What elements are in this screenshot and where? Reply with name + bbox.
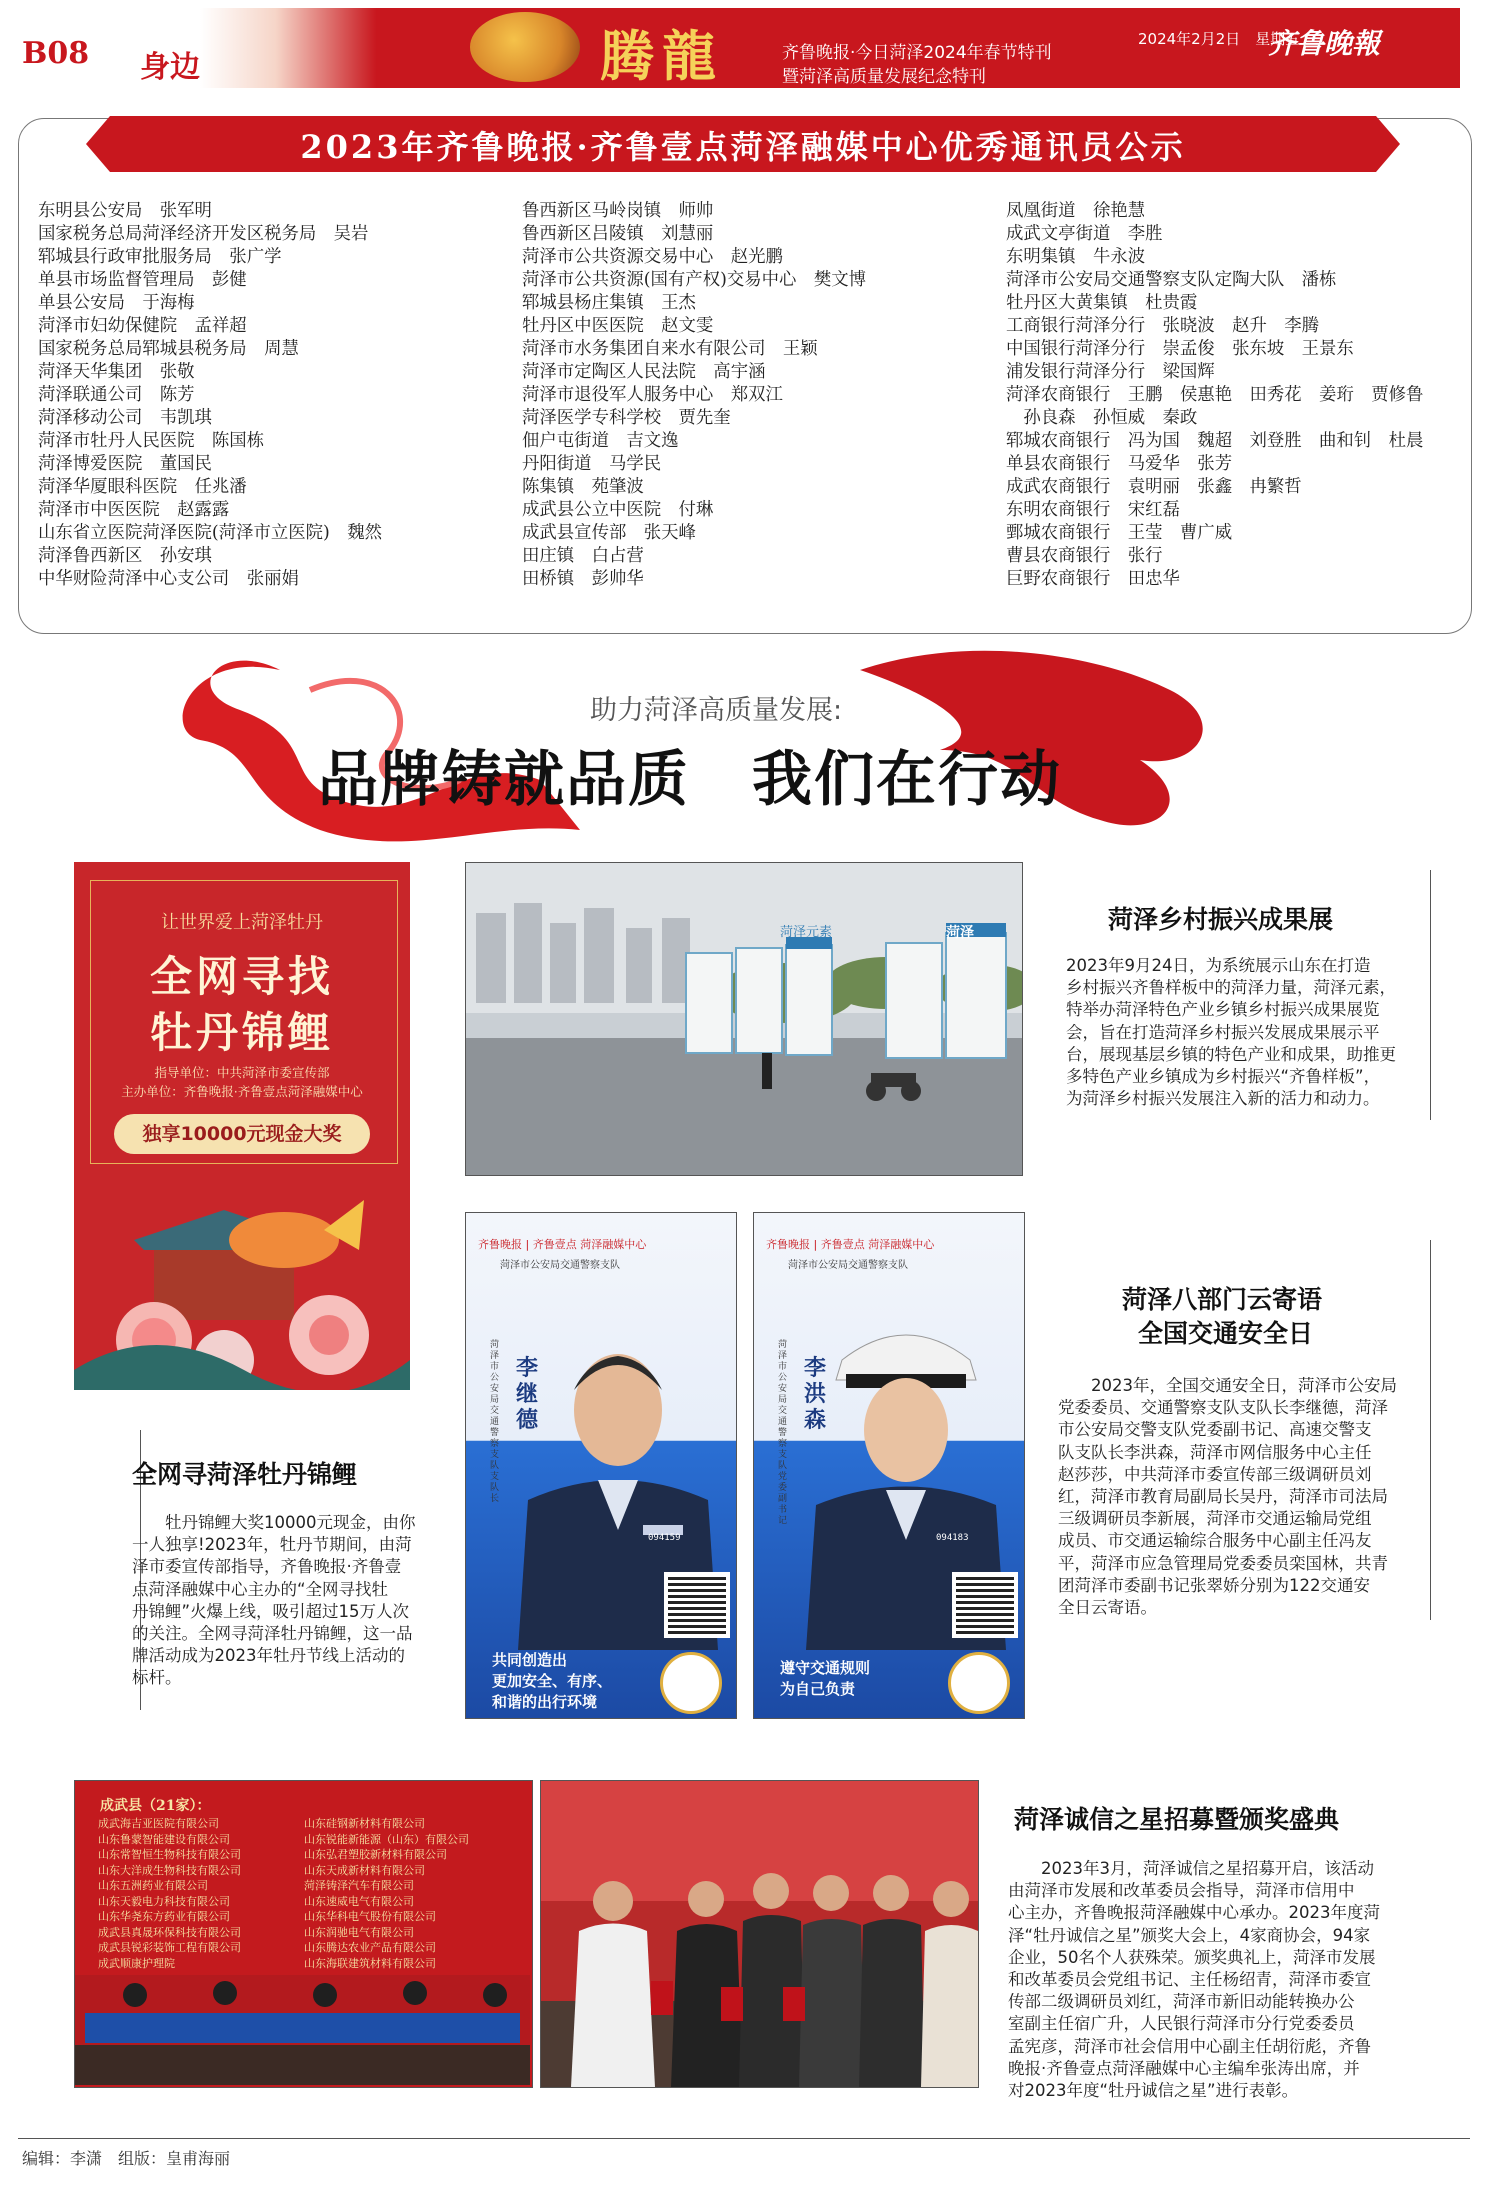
correspondent-entry: 凤凰街道 徐艳慧	[1006, 201, 1146, 221]
correspondent-list-col3	[1006, 200, 1423, 591]
officer-title-left: 菏泽市公安局交通警察支队支队长	[490, 1340, 500, 1504]
campaign-subtitle: 助力菏泽高质量发展:	[590, 695, 843, 726]
honor-board-company: 山东天毅电力科技有限公司	[98, 1894, 230, 1908]
qr-code-right	[952, 1572, 1018, 1638]
correspondent-entry: 单县公安局 于海梅	[38, 293, 195, 313]
honor-board-title: 成武县（21家）：	[100, 1798, 211, 1814]
correspondent-entry: 郓城县杨庄集镇 王杰	[522, 293, 696, 313]
traffic-story-body: 2023年，全国交通安全日，菏泽市公安局 党委委员、交通警察支队支队长李继德，菏泽 市公安局交警支队党委副书记、高速交警支 队支队长李洪森，菏泽市网信服务中心主任 赵莎莎，中共菏泽市委宣传部三级调研员刘 红，菏泽市教育局副局长吴丹，菏泽市司法局 三级调研员李新展，菏泽市交通运输局党组 成员、市交通运输综合服务中心副主任冯友 平，菏泽市应急管理局党委委员栾国林，共青 团菏泽市委副书记张翠娇分别为122交通安 全日云寄语。	[1058, 1376, 1397, 1618]
correspondent-entry: 曹县农商银行 张行	[1006, 546, 1163, 566]
honor-board-company: 山东润驰电气有限公司	[304, 1925, 414, 1939]
correspondent-entry: 佃户屯街道 吉文逸	[522, 431, 679, 451]
correspondent-entry: 鲁西新区马岭岗镇 师帅	[522, 201, 714, 221]
correspondent-entry: 丹阳街道 马学民	[522, 454, 662, 474]
honor-board-company: 山东五洲药业有限公司	[98, 1879, 208, 1892]
festival-title: 腾龍	[600, 24, 724, 88]
correspondent-entry: 菏泽医学专科学校 贾先奎	[522, 408, 731, 428]
koi-peony-illustration	[74, 1170, 410, 1390]
correspondent-list-col1	[38, 200, 382, 591]
correspondent-entry: 菏泽市中医医院 赵露露	[38, 500, 230, 520]
poster-host-unit: 主办单位：齐鲁晚报·齐鲁壹点菏泽融媒中心	[121, 1084, 363, 1099]
correspondent-entry: 单县市场监督管理局 彭健	[38, 270, 247, 290]
correspondent-entry: 工商银行菏泽分行 张晓波 赵升 李腾	[1006, 316, 1320, 336]
correspondent-entry: 田庄镇 白占营	[522, 546, 644, 566]
honor-board-company: 山东鲁蒙智能建设有限公司	[98, 1832, 230, 1846]
correspondent-entry: 菏泽博爱医院 董国民	[38, 454, 212, 474]
poster-prize-badge: 独享10000元现金大奖	[114, 1114, 370, 1154]
honor-board-company: 成武县锐彩装饰工程有限公司	[98, 1941, 241, 1954]
correspondent-entry: 郓城农商银行 冯为国 魏超 刘登胜 曲和钊 杜晨	[1006, 431, 1424, 451]
edition-title: 齐鲁晚报·今日菏泽2024年春节特刊	[782, 43, 1052, 63]
correspondent-entry: 菏泽市妇幼保健院 孟祥超	[38, 316, 247, 336]
poster-slogan: 让世界爱上菏泽牡丹	[161, 912, 323, 933]
poster-right-unit: 菏泽市公安局交通警察支队	[788, 1260, 908, 1271]
correspondent-entry: 菏泽市退役军人服务中心 郑双江	[522, 385, 783, 405]
correspondent-entry: 菏泽鲁西新区 孙安琪	[38, 546, 212, 566]
honor-board-company: 山东常智恒生物科技有限公司	[98, 1848, 241, 1861]
correspondent-list-col2	[522, 200, 866, 591]
correspondent-entry: 菏泽市牡丹人民医院 陈国栋	[38, 431, 265, 451]
correspondent-entry: 浦发银行菏泽分行 梁国辉	[1006, 362, 1215, 382]
badge-number-left: 094159	[648, 1533, 681, 1543]
correspondent-entry: 巨野农商银行 田忠华	[1006, 569, 1180, 589]
poster-guide-unit: 指导单位：中共菏泽市委宣传部	[154, 1065, 330, 1080]
campaign-logo-left	[660, 1652, 722, 1714]
poster-right-header: 齐鲁晚报 | 齐鲁壹点 菏泽融媒中心	[766, 1238, 935, 1251]
dragon-icon	[470, 12, 580, 82]
koi-story-title: 全网寻菏泽牡丹锦鲤	[132, 1460, 358, 1489]
correspondent-entry: 成武县宣传部 张天峰	[522, 523, 696, 543]
officer-name-left: 李继德	[516, 1355, 539, 1433]
poster-headline-1: 全网寻找	[149, 952, 334, 1001]
poster-right-slogan: 遵守交通规则 为自己负责	[780, 1659, 871, 1698]
rural-story-title: 菏泽乡村振兴成果展	[1108, 905, 1334, 934]
correspondent-entry: 孙良森 孙恒威 秦政	[1006, 408, 1198, 428]
poster-left-unit: 菏泽市公安局交通警察支队	[500, 1260, 620, 1271]
honor-board-company: 山东华尧东方药业有限公司	[98, 1910, 230, 1923]
rural-exhibition-photo	[465, 862, 1023, 1176]
correspondent-entry: 国家税务总局郓城县税务局 周慧	[38, 339, 299, 359]
correspondent-entry: 成武县公立中医院 付琳	[522, 500, 714, 520]
correspondent-entry: 东明集镇 牛永波	[1006, 247, 1146, 267]
page-number: B08	[22, 36, 90, 71]
honor-board-company: 成武海吉亚医院有限公司	[98, 1817, 219, 1830]
newspaper-logo: 齐鲁晚報	[1268, 27, 1381, 60]
correspondent-entry: 菏泽移动公司 韦凯琪	[38, 408, 212, 428]
correspondent-entry: 成武农商银行 袁明丽 张鑫 冉繁哲	[1006, 477, 1302, 497]
honor-board-company: 成武县真晟环保科技有限公司	[98, 1925, 241, 1939]
poster-left-slogan: 共同创造出 更加安全、有序、 和谐的出行环境	[492, 1651, 613, 1711]
correspondent-entry: 鄄城农商银行 王莹 曹广威	[1006, 523, 1233, 543]
honor-board-company: 山东华科电气股份有限公司	[304, 1910, 436, 1923]
honor-board-right-list	[304, 1816, 469, 1971]
footer-rule	[18, 2138, 1470, 2139]
honor-board-company: 山东锐能新能源（山东）有限公司	[304, 1832, 469, 1846]
honor-board-company: 山东速威电气有限公司	[304, 1894, 414, 1908]
honor-board-company: 山东大洋成生物科技有限公司	[98, 1863, 241, 1877]
correspondent-entry: 菏泽市公共资源交易中心 赵光鹏	[522, 247, 783, 267]
section-name: 身边	[140, 50, 200, 85]
edition-subtitle: 暨菏泽高质量发展纪念特刊	[782, 67, 986, 87]
board-label-2: 菏泽	[946, 925, 974, 941]
integrity-award-photo	[540, 1780, 979, 2088]
traffic-story-title-2: 全国交通安全日	[1138, 1319, 1314, 1348]
badge-number-right: 094183	[936, 1533, 969, 1543]
rural-story-body: 2023年9月24日，为系统展示山东在打造 乡村振兴齐鲁样板中的菏泽力量，菏泽元素， 特举办菏泽特色产业乡镇乡村振兴成果展览 会，旨在打造菏泽乡村振兴发展成果展示平 台，展现基层乡镇的特色产业和成果，助推更 多特色产业乡镇成为乡村振兴“齐鲁样板”， 为菏泽乡村振兴发展注入新的活力和动力。	[1066, 956, 1396, 1109]
correspondent-entry: 菏泽市定陶区人民法院 高宇涵	[522, 362, 766, 382]
integrity-story-title: 菏泽诚信之星招募暨颁奖盛典	[1014, 1805, 1340, 1834]
integrity-story-body: 2023年3月，菏泽诚信之星招募开启，该活动 由菏泽市发展和改革委员会指导，菏泽市信用中 心主办，齐鲁晚报菏泽融媒中心承办。2023年度菏 泽“牡丹诚信之星”颁奖大会上，4家商协会，94家 企业，50名个人获殊荣。颁奖典礼上，菏泽市发展 和改革委员会党组书记、主任杨绍青，菏泽市委宣 传部二级调研员刘红，菏泽市新旧动能转换办公 室副主任宿广升，人民银行菏泽市分行党委委员 孟宪彦，菏泽市社会信用中心副主任胡衍彪，齐鲁 晚报·齐鲁壹点菏泽融媒中心主编牟张涛出席，并 对2023年度“牡丹诚信之星”进行表彰。	[1008, 1859, 1380, 2101]
correspondent-entry: 菏泽市公安局交通警察支队定陶大队 潘栋	[1006, 270, 1337, 290]
correspondent-entry: 国家税务总局菏泽经济开发区税务局 吴岩	[38, 224, 369, 244]
correspondent-entry: 郓城县行政审批服务局 张广学	[38, 247, 282, 267]
poster-headline-2: 牡丹锦鲤	[149, 1008, 334, 1057]
traffic-story-rule	[1430, 1240, 1431, 1620]
correspondent-entry: 菏泽天华集团 张敬	[38, 362, 195, 382]
honor-board-company: 山东天成新材料有限公司	[304, 1863, 425, 1877]
honor-board-company: 菏泽铸泽汽车有限公司	[304, 1879, 414, 1892]
officer-name-right: 李洪森	[804, 1355, 827, 1433]
honor-board-company: 山东弘君塑胶新材料有限公司	[304, 1848, 447, 1861]
correspondent-entry: 陈集镇 苑肇波	[522, 477, 644, 497]
notice-title: 2023年齐鲁晚报·齐鲁壹点菏泽融媒中心优秀通讯员公示	[300, 128, 1186, 166]
qr-code-left	[664, 1572, 730, 1638]
officer-title-right: 菏泽市公安局交通警察支队党委副书记	[778, 1340, 788, 1526]
correspondent-entry: 东明农商银行 宋红磊	[1006, 500, 1180, 520]
honor-board-company: 山东腾达农业产品有限公司	[304, 1941, 436, 1954]
rural-story-rule	[1430, 870, 1431, 1120]
honor-board-left-list	[98, 1816, 241, 1971]
correspondent-entry: 单县农商银行 马爱华 张芳	[1006, 454, 1233, 474]
correspondent-entry: 菏泽市公共资源(国有产权)交易中心 樊文博	[522, 270, 866, 290]
correspondent-entry: 中华财险菏泽中心支公司 张丽娟	[38, 569, 299, 589]
issue-date: 2024年2月2日 星期五	[1138, 30, 1301, 48]
correspondent-entry: 鲁西新区吕陵镇 刘慧丽	[522, 224, 714, 244]
honor-board-company: 成武顺康护理院	[98, 1956, 175, 1970]
honor-board-company: 山东海联建筑材料有限公司	[304, 1956, 436, 1970]
traffic-story-title-1: 菏泽八部门云寄语	[1122, 1285, 1323, 1314]
correspondent-entry: 菏泽市水务集团自来水有限公司 王颖	[522, 339, 818, 359]
board-label-1: 菏泽元素	[780, 925, 833, 940]
correspondent-entry: 菏泽华厦眼科医院 任兆潘	[38, 477, 247, 497]
correspondent-entry: 田桥镇 彭帅华	[522, 569, 644, 589]
correspondent-entry: 牡丹区中医医院 赵文雯	[522, 316, 714, 336]
poster-left-header: 齐鲁晚报 | 齐鲁壹点 菏泽融媒中心	[478, 1238, 647, 1251]
koi-story-body: 牡丹锦鲤大奖10000元现金，由你 一人独享!2023年，牡丹节期间，由菏 泽市委宣传部指导，齐鲁晚报·齐鲁壹 点菏泽融媒中心主办的“全网寻找牡 丹锦鲤”火爆上线，吸引超过15万人次 的关注。全网寻菏泽牡丹锦鲤，这一品 牌活动成为2023年牡丹节线上活动的 标杆。	[132, 1513, 416, 1688]
honor-board-company: 山东硅钢新材料有限公司	[304, 1817, 425, 1830]
stage-table-graphic	[75, 1975, 530, 2085]
correspondent-entry: 牡丹区大黄集镇 杜贵霞	[1006, 293, 1198, 313]
correspondent-entry: 山东省立医院菏泽医院(菏泽市立医院) 魏然	[38, 523, 382, 543]
correspondent-entry: 成武文亭街道 李胜	[1006, 224, 1163, 244]
campaign-title: 品牌铸就品质 我们在行动	[318, 745, 1062, 815]
correspondent-entry: 东明县公安局 张军明	[38, 201, 212, 221]
correspondent-entry: 中国银行菏泽分行 崇孟俊 张东坡 王景东	[1006, 339, 1354, 359]
correspondent-entry: 菏泽农商银行 王鹏 侯惠艳 田秀花 姜珩 贾修鲁	[1006, 385, 1424, 405]
correspondent-entry: 菏泽联通公司 陈芳	[38, 385, 195, 405]
campaign-logo-right	[948, 1652, 1010, 1714]
footer-credits: 编辑：李潇 组版：皇甫海丽	[22, 2149, 231, 2168]
